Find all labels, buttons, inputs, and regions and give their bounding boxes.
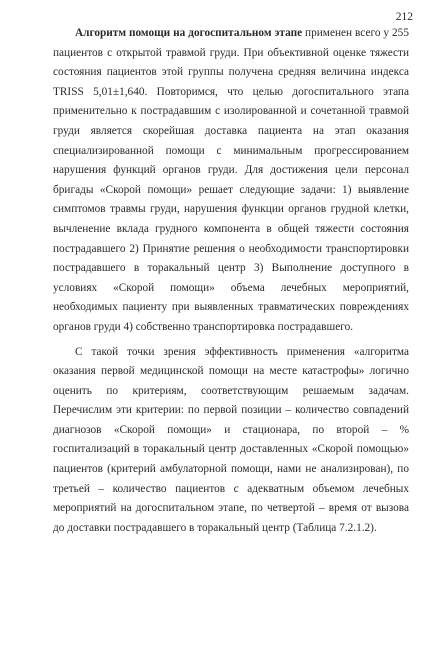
- paragraph-text: применен всего у 255 пациентов с открытой травмой груди. При объективной оценке тяжести состояния пациентов этой группы получена средняя величина индекса TRISS 5,01±1,640. Повторимся, что целью догоспитального этапа применительно к пострадавшим с изолированной и сочетанной травмой груди является скорейшая доставка пациента на этап оказания специализированной помощи с минимальным прогрессированием нарушения функций органов груди. Для достижения цели персонал бригады «Скорой помощи» решает следующие задачи: 1) выявление симптомов травмы груди, нарушения функции органов грудной клетки, вычленение вклада грудного компонента в общей тяжести состояния пострадавшего 2) Принятие решения о необходимости транспортировки пострадавшего в торакальный центр 3) Выполнение доступного в условиях «Скорой помощи» объема лечебных мероприятий, необходимых пациенту при выявленных травматических повреждениях органов груди 4) собственно транспортировка пострадавшего.: [53, 27, 409, 333]
- paragraph-lead-bold: Алгоритм помощи на догоспитальном этапе: [75, 27, 303, 39]
- paragraph-algorithm-intro: [53, 24, 409, 338]
- paragraph-criteria: [53, 343, 409, 539]
- paragraph-text: С такой точки зрения эффективность применения «алгоритма оказания первой медицинской помощи на месте катастрофы» логично оценить по критериям, соответствующим решаемым задачам. Перечислим эти критерии: по первой позиции – количество совпадений диагнозов «Скорой помощи» и стационара, по второй – % госпитализаций в торакальный центр доставленных «Скорой помощью» пациентов (критерий амбулаторной помощи, нами не анализирован), по третьей – количество пациентов с адекватным объемом лечебных мероприятий на догоспитальном этапе, по четвертой – время от вызова до доставки пострадавшего в торакальный центр (Таблица 7.2.1.2).: [53, 345, 409, 534]
- page-number: 212: [395, 11, 413, 23]
- body-text: [53, 24, 409, 538]
